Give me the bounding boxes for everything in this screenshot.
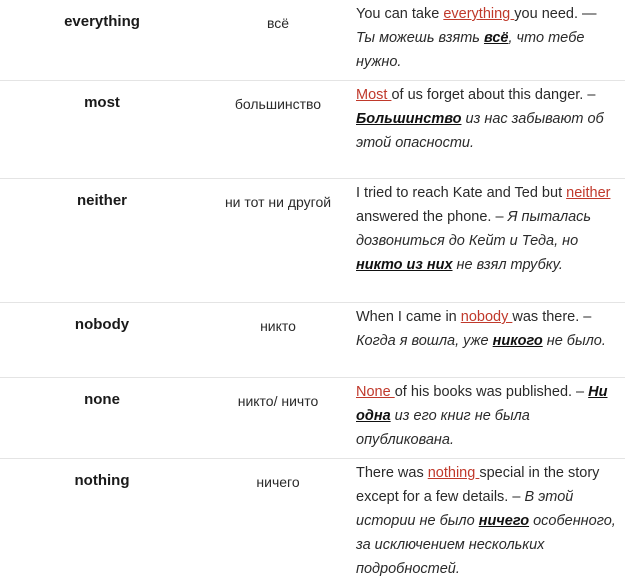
word-cell: most (0, 81, 204, 179)
example-ru-text: из его книг не была опубликована. (356, 408, 530, 448)
example-ru-keyword: Большинство (356, 111, 461, 127)
translation-cell: ни тот ни другой (204, 179, 352, 303)
example-cell (352, 303, 625, 378)
example-ru-keyword: никто из них (356, 257, 453, 273)
example-en-text: answered the phone. – (356, 209, 508, 225)
example-en-text: of us forget about this danger. – (391, 87, 595, 103)
word-cell: nothing (0, 459, 204, 587)
example-ru-text: особенного, за исключением нескольких подробностей. (356, 513, 616, 577)
example-en-text: You can take (356, 6, 443, 22)
word-cell: none (0, 378, 204, 459)
table-row (0, 378, 625, 459)
word-cell: everything (0, 0, 204, 81)
example-ru-text: не было. (543, 333, 606, 349)
example-highlight-word: nobody (461, 309, 513, 325)
translation-cell: никто (204, 303, 352, 378)
table-row (0, 303, 625, 378)
table-row (0, 459, 625, 587)
example-ru-keyword: никого (493, 333, 543, 349)
example-cell (352, 0, 625, 81)
example-ru-text: В этой истории не было (356, 489, 573, 529)
example-cell (352, 459, 625, 587)
translation-cell: ничего (204, 459, 352, 587)
example-cell (352, 179, 625, 303)
example-ru-text: Когда я вошла, уже (356, 333, 493, 349)
example-en-text: When I came in (356, 309, 461, 325)
example-cell (352, 81, 625, 179)
example-ru-text: , что тебе нужно. (356, 30, 584, 70)
word-cell: neither (0, 179, 204, 303)
example-highlight-word: everything (443, 6, 514, 22)
example-ru-text: Ты можешь взять (356, 30, 484, 46)
example-en-text: you need. — (514, 6, 596, 22)
translation-cell: всё (204, 0, 352, 81)
example-ru-keyword: Ни одна (356, 384, 608, 424)
example-ru-keyword: ничего (479, 513, 529, 529)
example-ru-keyword: всё (484, 30, 509, 46)
translation-cell: никто/ ничто (204, 378, 352, 459)
example-cell (352, 378, 625, 459)
translation-cell: большинство (204, 81, 352, 179)
example-ru-text: из нас забывают об этой опасности. (356, 111, 604, 151)
example-en-text: There was (356, 465, 428, 481)
example-en-text: special in the story except for a few details. – (356, 465, 599, 505)
table-row (0, 81, 625, 179)
table-row (0, 179, 625, 303)
example-highlight-word: Most (356, 87, 391, 103)
example-highlight-word: None (356, 384, 395, 400)
example-en-text: was there. – (512, 309, 591, 325)
table-row (0, 0, 625, 81)
example-ru-text: не взял трубку. (453, 257, 563, 273)
word-cell: nobody (0, 303, 204, 378)
example-highlight-word: neither (566, 185, 610, 201)
example-en-text: of his books was published. – (395, 384, 588, 400)
example-ru-text: Я пыталась дозвониться до Кейт и Теда, но (356, 209, 591, 249)
example-en-text: I tried to reach Kate and Ted but (356, 185, 566, 201)
example-highlight-word: nothing (428, 465, 480, 481)
